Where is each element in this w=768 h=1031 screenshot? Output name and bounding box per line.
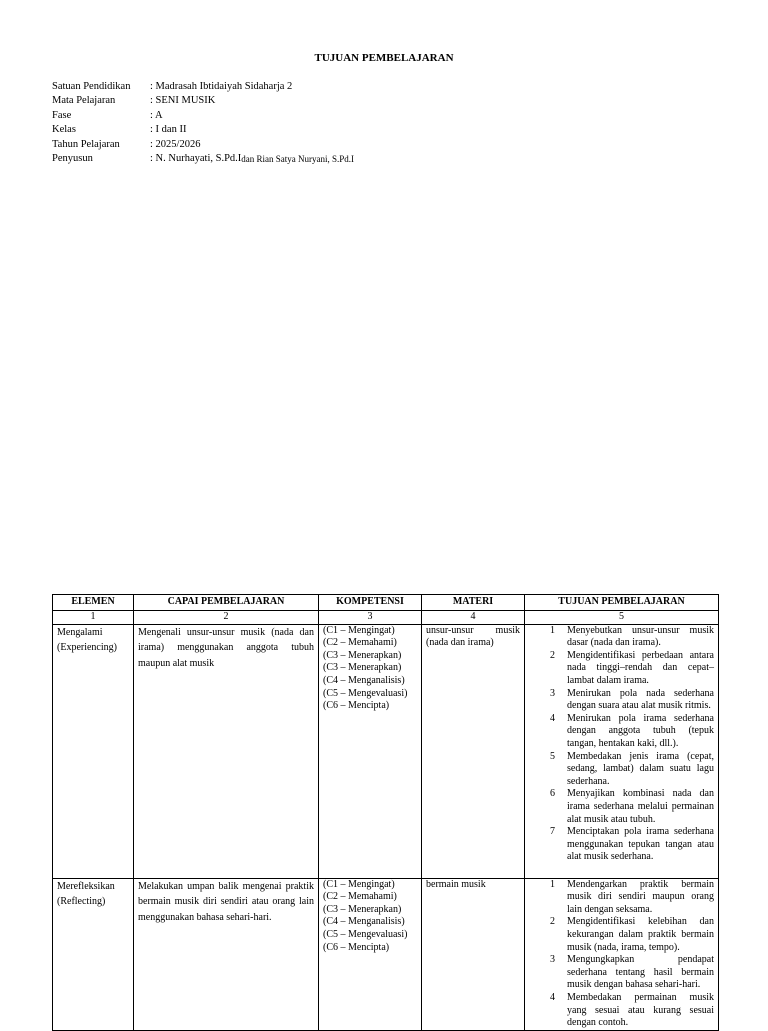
info-value: : Madrasah Ibtidaiyah Sidaharja 2: [150, 81, 293, 92]
tujuan-text: Mengidentifikasi kelebihan dan kekurangan dalam praktik bermain musik (nada, irama, tempo).: [567, 916, 714, 953]
cell-elemen: [53, 878, 134, 1030]
tujuan-number: 1: [550, 878, 555, 890]
tujuan-item: [529, 826, 714, 864]
tujuan-item: [529, 713, 714, 751]
info-label: Tahun Pelajaran: [52, 138, 120, 150]
info-value: : I dan II: [150, 124, 187, 136]
column-header-kompetensi: KOMPETENSI: [319, 595, 422, 611]
cell-materi: unsur-unsur musik (nada dan irama): [422, 624, 525, 878]
cell-materi: bermain musik: [422, 878, 525, 1030]
learning-objectives-table: [52, 594, 719, 1031]
tujuan-number: 4: [550, 991, 555, 1003]
tujuan-item: [529, 992, 714, 1030]
info-value: : A: [150, 109, 163, 121]
column-number: 2: [134, 611, 319, 625]
info-value: : 2025/2026: [150, 138, 201, 150]
tujuan-number: 5: [550, 750, 555, 762]
kompetensi-item: (C1 – Mengingat): [323, 624, 395, 636]
kompetensi-item: (C6 – Mencipta): [323, 700, 390, 712]
kompetensi-item: (C1 – Mengingat): [323, 878, 395, 890]
column-header-materi: MATERI: [422, 595, 525, 611]
elemen-name: Mengalami: [57, 626, 103, 638]
info-row-fase: [52, 109, 354, 123]
tujuan-number: 7: [550, 826, 555, 838]
info-label: Mata Pelajaran: [52, 95, 116, 107]
table-row: [53, 624, 719, 878]
column-header-elemen: ELEMEN: [53, 595, 134, 611]
elemen-english: (Reflecting): [57, 895, 106, 907]
tujuan-item: [529, 625, 714, 650]
tujuan-item: [529, 688, 714, 713]
tujuan-text: Mengungkapkan pendapat sederhana tentang hasil bermain musik dengan bahasa sehari-hari.: [567, 954, 714, 991]
tujuan-item: [529, 788, 714, 826]
cell-kompetensi: [319, 878, 422, 1030]
info-value-secondary: dan Rian Satya Nuryani, S.Pd.I: [241, 154, 355, 165]
tujuan-item: [529, 879, 714, 917]
info-value: : N. Nurhayati, S.Pd.I: [150, 153, 242, 165]
info-label: Satuan Pendidikan: [52, 81, 131, 92]
tujuan-number: 2: [550, 649, 555, 661]
info-label: Kelas: [52, 124, 76, 136]
info-row-mata-pelajaran: [52, 94, 354, 108]
tujuan-text: Mendengarkan praktik bermain musik diri sendiri maupun orang lain dengan seksama.: [567, 878, 714, 915]
kompetensi-item: (C3 – Menerapkan): [323, 649, 402, 661]
tujuan-text: Mengidentifikasi perbedaan antara nada tinggi–rendah dan cepat–lambat dalam irama.: [567, 649, 714, 686]
info-label: Fase: [52, 109, 72, 121]
kompetensi-item: (C3 – Menerapkan): [323, 903, 402, 915]
tujuan-text: Menyajikan kombinasi nada dan irama sederhana melalui permainan alat musik atau tubuh.: [567, 788, 714, 825]
tujuan-number: 2: [550, 916, 555, 928]
tujuan-number: 3: [550, 954, 555, 966]
cell-tujuan: [525, 624, 719, 878]
column-number: 4: [422, 611, 525, 625]
kompetensi-item: (C5 – Mengevaluasi): [323, 928, 408, 940]
page-title: TUJUAN PEMBELAJARAN: [314, 52, 454, 64]
cell-tujuan: [525, 878, 719, 1030]
tujuan-number: 4: [550, 712, 555, 724]
cell-elemen: [53, 624, 134, 878]
tujuan-item: [529, 916, 714, 954]
tujuan-item: [529, 751, 714, 789]
kompetensi-item: (C5 – Mengevaluasi): [323, 687, 408, 699]
info-row-kelas: [52, 123, 354, 137]
tujuan-text: Menirukan pola irama sederhana dengan anggota tubuh (tepuk tangan, hentakan kaki, dll.).: [567, 712, 714, 749]
cell-kompetensi: [319, 624, 422, 878]
info-row-tahun-pelajaran: [52, 138, 354, 152]
tujuan-text: Membedakan jenis irama (cepat, sedang, lambat) dalam suatu lagu sederhana.: [567, 750, 714, 787]
tujuan-item: [529, 650, 714, 688]
tujuan-item: [529, 954, 714, 992]
info-label: Penyusun: [52, 153, 93, 165]
info-value: : SENI MUSIK: [150, 95, 216, 107]
tujuan-number: 3: [550, 687, 555, 699]
tujuan-text: Menciptakan pola irama sederhana menggunakan tepukan tangan atau alat musik sederhana.: [567, 826, 714, 863]
elemen-name: Merefleksikan: [57, 880, 115, 892]
column-header-tujuan: TUJUAN PEMBELAJARAN: [525, 595, 719, 611]
elemen-english: (Experiencing): [57, 641, 117, 653]
identity-block: [52, 80, 354, 166]
column-number-row: [53, 611, 719, 625]
info-row-satuan-pendidikan: [52, 80, 354, 94]
cell-capai: Mengenali unsur-unsur musik (nada dan irama) menggunakan anggota tubuh maupun alat musik: [134, 624, 319, 878]
cell-capai: Melakukan umpan balik mengenai praktik bermain musik diri sendiri atau orang lain menggunakan bahasa sehari-hari.: [134, 878, 319, 1030]
kompetensi-item: (C3 – Menerapkan): [323, 662, 402, 674]
table-header-row: [53, 595, 719, 611]
kompetensi-item: (C4 – Menganalisis): [323, 674, 405, 686]
column-number: 1: [53, 611, 134, 625]
column-header-capai: CAPAI PEMBELAJARAN: [134, 595, 319, 611]
column-number: 3: [319, 611, 422, 625]
table-row: [53, 878, 719, 1030]
tujuan-text: Membedakan permainan musik yang sesuai atau kurang sesuai dengan contoh.: [567, 991, 714, 1029]
info-row-penyusun: [52, 152, 354, 166]
tujuan-number: 6: [550, 788, 555, 800]
tujuan-text: Menyebutkan unsur-unsur musik dasar (nada dan irama).: [567, 624, 714, 649]
kompetensi-item: (C2 – Memahami): [323, 637, 397, 649]
column-number: 5: [525, 611, 719, 625]
kompetensi-item: (C4 – Menganalisis): [323, 916, 405, 928]
kompetensi-item: (C6 – Mencipta): [323, 941, 390, 953]
kompetensi-item: (C2 – Memahami): [323, 891, 397, 903]
tujuan-number: 1: [550, 624, 555, 636]
tujuan-text: Menirukan pola nada sederhana dengan suara atau alat musik ritmis.: [567, 687, 714, 712]
